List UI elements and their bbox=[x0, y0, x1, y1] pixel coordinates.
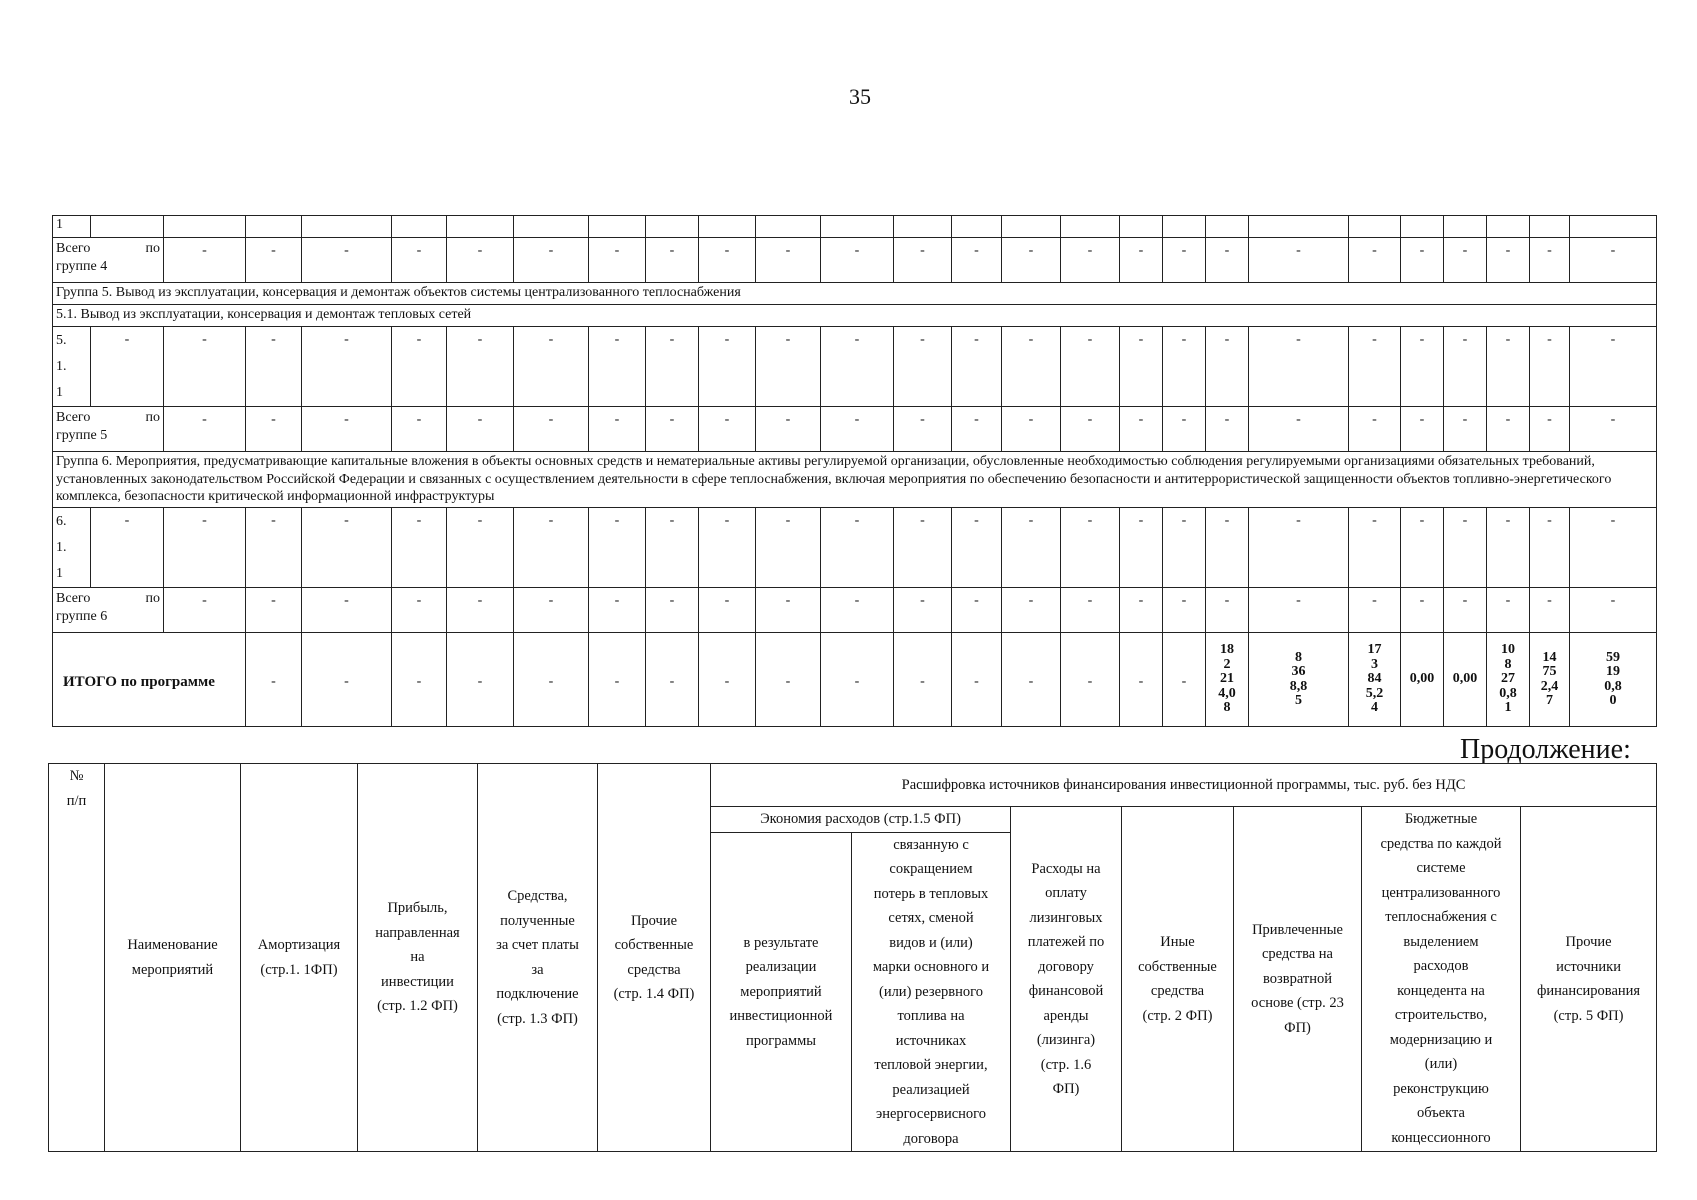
value-cell: - bbox=[246, 327, 302, 407]
value-cell: - bbox=[164, 327, 246, 407]
total-value-cell: - bbox=[699, 633, 756, 727]
value-cell: - bbox=[894, 238, 952, 283]
value-cell: - bbox=[894, 588, 952, 633]
value-cell: - bbox=[952, 508, 1002, 588]
total-value-cell: 10 8 27 0,8 1 bbox=[1487, 633, 1530, 727]
group5-total-label: Всего по группе 5 bbox=[53, 407, 164, 452]
value-cell: - bbox=[1530, 588, 1570, 633]
group5-title-row bbox=[53, 283, 1657, 305]
value-cell: - bbox=[1487, 238, 1530, 283]
sub51-title: 5.1. Вывод из эксплуатации, консервация и демонтаж тепловых сетей bbox=[53, 305, 1657, 327]
col-num-header: № п/п bbox=[49, 764, 105, 1152]
value-cell: - bbox=[952, 238, 1002, 283]
value-cell: - bbox=[952, 588, 1002, 633]
value-cell: - bbox=[1163, 588, 1206, 633]
value-cell: - bbox=[699, 327, 756, 407]
total-value-cell: - bbox=[894, 633, 952, 727]
total-value-cell: 17 3 84 5,2 4 bbox=[1349, 633, 1401, 727]
value-cell: - bbox=[1349, 407, 1401, 452]
total-value-cell: - bbox=[392, 633, 447, 727]
value-cell: - bbox=[1401, 327, 1444, 407]
value-cell: - bbox=[1120, 238, 1163, 283]
value-cell: - bbox=[756, 327, 821, 407]
value-cell: - bbox=[1002, 588, 1061, 633]
grand-total-row bbox=[53, 633, 1657, 727]
value-cell: - bbox=[1002, 508, 1061, 588]
value-cell: - bbox=[894, 327, 952, 407]
value-cell: - bbox=[1249, 327, 1349, 407]
value-cell: - bbox=[1206, 508, 1249, 588]
value-cell: - bbox=[1120, 588, 1163, 633]
value-cell: - bbox=[1487, 588, 1530, 633]
value-cell: - bbox=[646, 588, 699, 633]
value-cell: - bbox=[646, 407, 699, 452]
value-cell: - bbox=[1249, 407, 1349, 452]
column-number-row bbox=[53, 216, 1657, 238]
total-value-cell: - bbox=[589, 633, 646, 727]
value-cell: - bbox=[514, 327, 589, 407]
value-cell: - bbox=[1487, 407, 1530, 452]
value-cell: - bbox=[646, 508, 699, 588]
total-value-cell: - bbox=[756, 633, 821, 727]
value-cell: - bbox=[392, 508, 447, 588]
value-cell: - bbox=[756, 407, 821, 452]
group6-total-row bbox=[53, 588, 1657, 633]
value-cell: - bbox=[1444, 327, 1487, 407]
value-cell: - bbox=[821, 508, 894, 588]
value-cell: - bbox=[1002, 407, 1061, 452]
value-cell: - bbox=[1530, 508, 1570, 588]
value-cell: - bbox=[246, 407, 302, 452]
value-cell: - bbox=[1444, 588, 1487, 633]
value-cell: - bbox=[1249, 588, 1349, 633]
value-cell: - bbox=[756, 508, 821, 588]
value-cell: - bbox=[646, 327, 699, 407]
value-cell: - bbox=[699, 238, 756, 283]
value-cell: - bbox=[1401, 508, 1444, 588]
value-cell: - bbox=[1120, 407, 1163, 452]
value-cell: - bbox=[302, 238, 392, 283]
group5-total-row bbox=[53, 407, 1657, 452]
value-cell: - bbox=[821, 588, 894, 633]
row-5-1-1 bbox=[53, 327, 1657, 407]
col-leasing-header: Расходы на оплату лизинговых платежей по договору финансовой аренды (лизинга) (стр. 1.6 ФП) bbox=[1011, 807, 1122, 1152]
total-value-cell: - bbox=[1163, 633, 1206, 727]
value-cell: - bbox=[646, 238, 699, 283]
col-other-own-funds2-header: Иные собственные средства (стр. 2 ФП) bbox=[1122, 807, 1234, 1152]
value-cell: - bbox=[514, 407, 589, 452]
value-cell: - bbox=[1002, 327, 1061, 407]
row-num: 5. 1. 1 bbox=[53, 327, 91, 407]
total-value-cell: 0,00 bbox=[1444, 633, 1487, 727]
value-cell: - bbox=[91, 508, 164, 588]
col-name-header: Наименование мероприятий bbox=[105, 764, 241, 1152]
col-borrowed-funds-header: Привлеченные средства на возвратной основе (стр. 23 ФП) bbox=[1234, 807, 1362, 1152]
value-cell: - bbox=[447, 327, 514, 407]
value-cell: - bbox=[302, 508, 392, 588]
value-cell: - bbox=[1163, 508, 1206, 588]
total-value-cell: - bbox=[447, 633, 514, 727]
total-value-cell: - bbox=[302, 633, 392, 727]
value-cell: - bbox=[1444, 508, 1487, 588]
value-cell: - bbox=[1401, 238, 1444, 283]
value-cell: - bbox=[392, 407, 447, 452]
grand-total-label: ИТОГО по программе bbox=[53, 633, 246, 727]
row-num: 6. 1. 1 bbox=[53, 508, 91, 588]
col-other-own-funds-header: Прочие собственные средства (стр. 1.4 ФП) bbox=[598, 764, 711, 1152]
value-cell: - bbox=[589, 508, 646, 588]
value-cell: - bbox=[952, 327, 1002, 407]
sub51-title-row bbox=[53, 305, 1657, 327]
value-cell: - bbox=[447, 407, 514, 452]
value-cell: - bbox=[699, 407, 756, 452]
value-cell: - bbox=[392, 238, 447, 283]
value-cell: - bbox=[1061, 588, 1120, 633]
value-cell: - bbox=[1206, 327, 1249, 407]
value-cell: - bbox=[302, 327, 392, 407]
col-savings-program-header: в результате реализации мероприятий инвестиционной программы bbox=[711, 832, 852, 1152]
value-cell: - bbox=[392, 588, 447, 633]
group4-total-row bbox=[53, 238, 1657, 283]
value-cell: - bbox=[1444, 238, 1487, 283]
value-cell: - bbox=[589, 238, 646, 283]
value-cell: - bbox=[392, 327, 447, 407]
value-cell: - bbox=[894, 407, 952, 452]
value-cell: - bbox=[821, 407, 894, 452]
value-cell: - bbox=[514, 508, 589, 588]
value-cell: - bbox=[164, 407, 246, 452]
group6-total-label: Всего по группе 6 bbox=[53, 588, 164, 633]
total-value-cell: - bbox=[514, 633, 589, 727]
value-cell: - bbox=[1401, 407, 1444, 452]
total-value-cell: - bbox=[952, 633, 1002, 727]
value-cell: - bbox=[1349, 588, 1401, 633]
value-cell: - bbox=[1061, 238, 1120, 283]
value-cell: - bbox=[1061, 327, 1120, 407]
group4-total-label: Всего по группе 4 bbox=[53, 238, 164, 283]
page-number: 35 bbox=[849, 84, 871, 109]
value-cell: - bbox=[756, 588, 821, 633]
value-cell: - bbox=[1349, 238, 1401, 283]
col-savings-losses-header: связанную с сокращением потерь в тепловых сетях, сменой видов и (или) марки основного и (или) резервного топлива на источниках тепловой энергии, реализацией энергосервисного договора bbox=[852, 832, 1011, 1152]
total-value-cell: 18 2 21 4,0 8 bbox=[1206, 633, 1249, 727]
value-cell: - bbox=[821, 238, 894, 283]
value-cell: - bbox=[756, 238, 821, 283]
row-6-1-1 bbox=[53, 508, 1657, 588]
col-budget-funds-header: Бюджетные средства по каждой системе централизованного теплоснабжения с выделением расходов концедента на строительство, модернизацию и (или) реконструкцию объекта концессионного bbox=[1362, 807, 1521, 1152]
value-cell: - bbox=[302, 588, 392, 633]
value-cell: - bbox=[246, 238, 302, 283]
value-cell: - bbox=[1570, 588, 1657, 633]
value-cell: - bbox=[1444, 407, 1487, 452]
total-value-cell: 8 36 8,8 5 bbox=[1249, 633, 1349, 727]
total-value-cell: - bbox=[246, 633, 302, 727]
value-cell: - bbox=[1206, 238, 1249, 283]
group5-title: Группа 5. Вывод из эксплуатации, консервация и демонтаж объектов системы централизованного теплоснабжения bbox=[53, 283, 1657, 305]
group6-title-row bbox=[53, 452, 1657, 508]
value-cell: - bbox=[1530, 327, 1570, 407]
value-cell: - bbox=[1570, 407, 1657, 452]
value-cell: - bbox=[1120, 508, 1163, 588]
value-cell: - bbox=[1487, 327, 1530, 407]
value-cell: - bbox=[1206, 588, 1249, 633]
value-cell: - bbox=[302, 407, 392, 452]
value-cell: - bbox=[699, 588, 756, 633]
total-value-cell: 59 19 0,8 0 bbox=[1570, 633, 1657, 727]
group6-title: Группа 6. Мероприятия, предусматривающие капитальные вложения в объекты основных средств и нематериальные активы регулируемой организации, обусловленные необходимостью соблюдения регулируемыми организациями обязательных требований, установленных законодательством Российской Федерации и связанных с осуществлением деятельности в сфере теплоснабжения, включая мероприятия по обеспечению безопасности и антитеррористической защищенности объектов топливно-энергетического комплекса, безопасности критической информационной инфраструктуры bbox=[53, 452, 1657, 508]
value-cell: - bbox=[1570, 238, 1657, 283]
value-cell: - bbox=[1530, 407, 1570, 452]
value-cell: - bbox=[1530, 238, 1570, 283]
col-other-sources-header: Прочие источники финансирования (стр. 5 ФП) bbox=[1521, 807, 1657, 1152]
total-value-cell: - bbox=[821, 633, 894, 727]
value-cell: - bbox=[246, 508, 302, 588]
value-cell: - bbox=[1401, 588, 1444, 633]
value-cell: - bbox=[447, 588, 514, 633]
total-value-cell: - bbox=[646, 633, 699, 727]
value-cell: - bbox=[1163, 407, 1206, 452]
funding-breakdown-header: Расшифровка источников финансирования инвестиционной программы, тыс. руб. без НДС bbox=[711, 764, 1657, 807]
value-cell: - bbox=[246, 588, 302, 633]
value-cell: - bbox=[589, 327, 646, 407]
total-value-cell: - bbox=[1061, 633, 1120, 727]
col-connection-fee-header: Средства, полученные за счет платы за подключение (стр. 1.3 ФП) bbox=[478, 764, 598, 1152]
value-cell: - bbox=[447, 508, 514, 588]
value-cell: - bbox=[699, 508, 756, 588]
value-cell: - bbox=[1570, 327, 1657, 407]
value-cell: - bbox=[589, 407, 646, 452]
value-cell: - bbox=[1061, 508, 1120, 588]
value-cell: - bbox=[1349, 327, 1401, 407]
value-cell: - bbox=[1570, 508, 1657, 588]
value-cell: - bbox=[1002, 238, 1061, 283]
col-amortization-header: Амортизация (стр.1. 1ФП) bbox=[241, 764, 358, 1152]
total-value-cell: 14 75 2,4 7 bbox=[1530, 633, 1570, 727]
value-cell: - bbox=[1061, 407, 1120, 452]
value-cell: - bbox=[589, 588, 646, 633]
row-num: 1 bbox=[53, 216, 91, 238]
funding-sources-header-table bbox=[48, 763, 1657, 1152]
value-cell: - bbox=[164, 508, 246, 588]
value-cell: - bbox=[1349, 508, 1401, 588]
value-cell: - bbox=[1249, 238, 1349, 283]
continuation-label: Продолжение: bbox=[1460, 734, 1631, 765]
savings-header: Экономия расходов (стр.1.5 ФП) bbox=[711, 807, 1011, 833]
value-cell: - bbox=[894, 508, 952, 588]
investment-program-table-top bbox=[52, 215, 1657, 727]
value-cell: - bbox=[91, 327, 164, 407]
value-cell: - bbox=[164, 588, 246, 633]
value-cell: - bbox=[1120, 327, 1163, 407]
value-cell: - bbox=[952, 407, 1002, 452]
total-value-cell: 0,00 bbox=[1401, 633, 1444, 727]
total-value-cell: - bbox=[1002, 633, 1061, 727]
value-cell: - bbox=[821, 327, 894, 407]
value-cell: - bbox=[1163, 238, 1206, 283]
total-value-cell: - bbox=[1120, 633, 1163, 727]
value-cell: - bbox=[164, 238, 246, 283]
value-cell: - bbox=[1163, 327, 1206, 407]
value-cell: - bbox=[514, 588, 589, 633]
value-cell: - bbox=[1249, 508, 1349, 588]
value-cell: - bbox=[1487, 508, 1530, 588]
value-cell: - bbox=[447, 238, 514, 283]
value-cell: - bbox=[514, 238, 589, 283]
value-cell: - bbox=[1206, 407, 1249, 452]
col-profit-header: Прибыль, направленная на инвестиции (стр. 1.2 ФП) bbox=[358, 764, 478, 1152]
